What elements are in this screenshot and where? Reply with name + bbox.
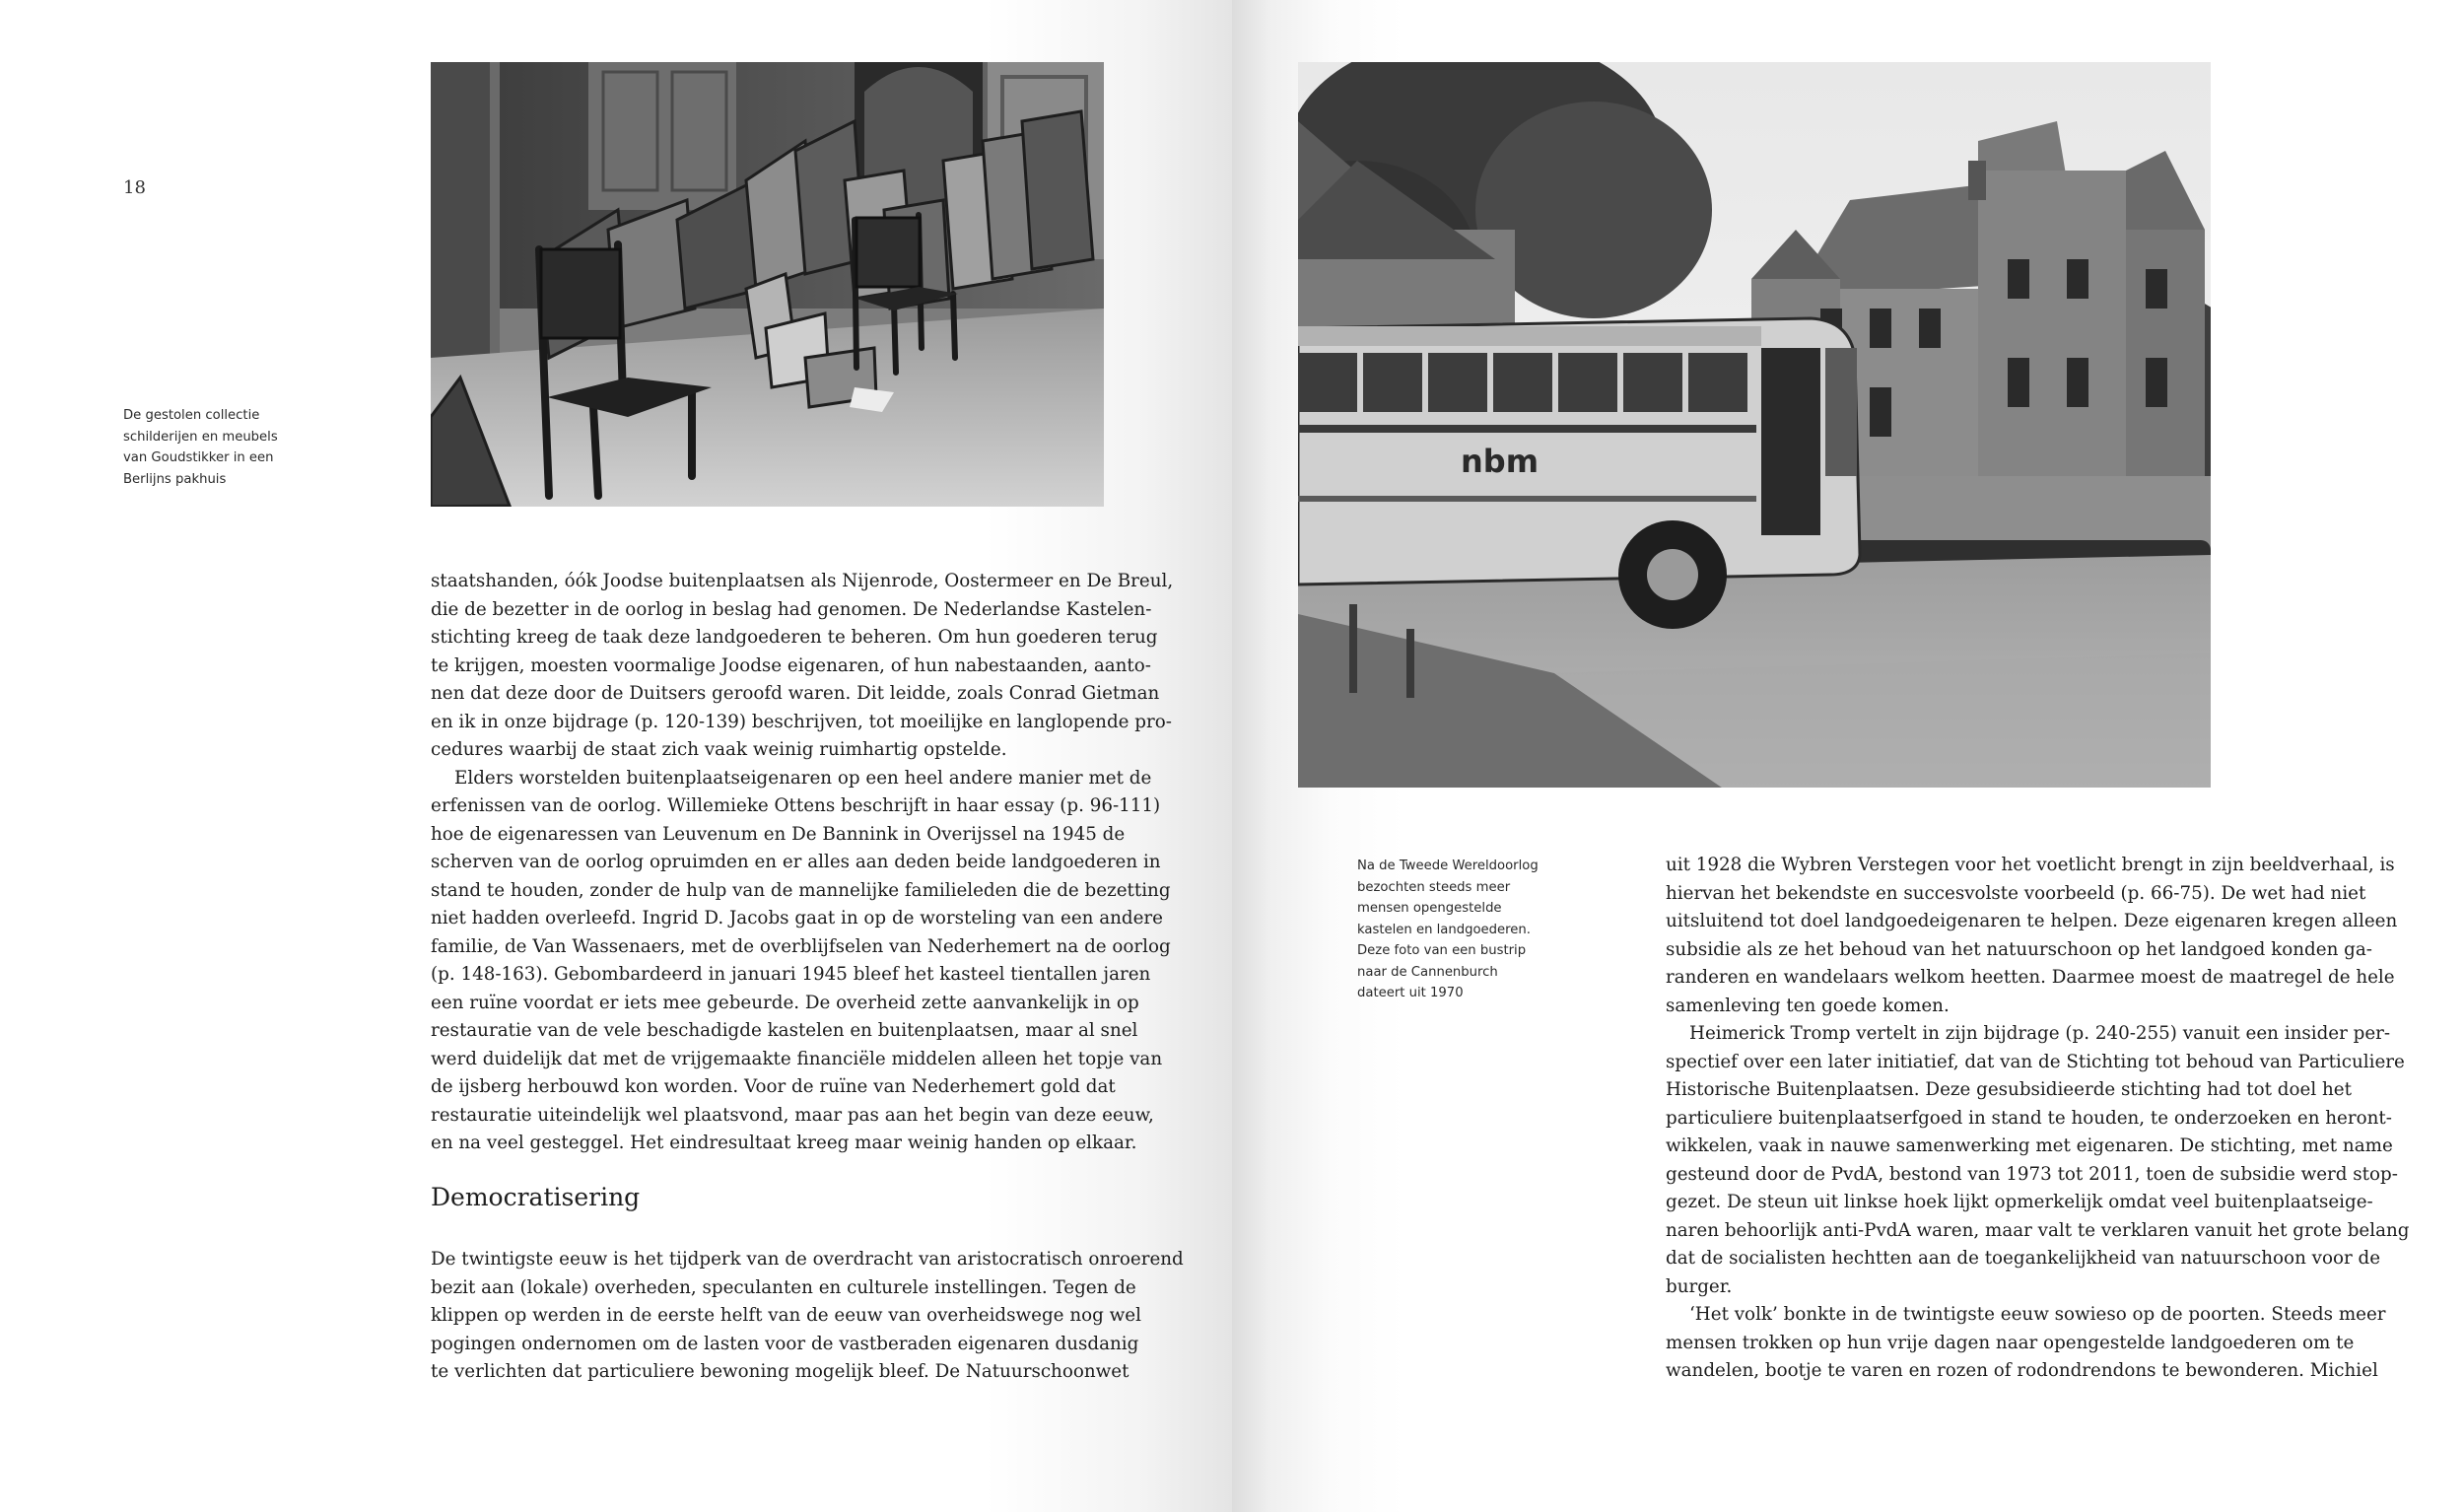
text-line: de ijsberg herbouwd kon worden. Voor de ruïne van Nederhemert gold dat xyxy=(431,1076,1116,1097)
text-line: en na veel gesteggel. Het eindresultaat kreeg maar weinig handen op elkaar. xyxy=(431,1133,1137,1153)
text-line: bezit aan (lokale) overheden, speculanten en culturele instellingen. Tegen de xyxy=(431,1276,1136,1298)
text-line: gezet. De steun uit linkse hoek lijkt opmerkelijk omdat veel buitenplaatseige- xyxy=(1666,1192,2373,1212)
text-line: scherven van de oorlog opruimden en er alles aan deden beide landgoederen in xyxy=(431,852,1161,872)
caption-line: kastelen en landgoederen. xyxy=(1357,922,1531,937)
text-line: pogingen ondernomen om de lasten voor de vastberaden eigenaren dusdanig xyxy=(431,1333,1139,1354)
text-line: mensen trokken op hun vrije dagen naar opengestelde landgoederen om te xyxy=(1666,1332,2355,1353)
text-line: randeren en wandelaars welkom heetten. Daarmee moest de maatregel de hele xyxy=(1666,967,2395,988)
text-line: wandelen, bootje te varen en rozen of rodondrendons te bewonderen. Michiel xyxy=(1666,1360,2378,1381)
text-line: te verlichten dat particuliere bewoning mogelijk bleef. De Natuurschoonwet xyxy=(431,1361,1129,1382)
text-line: dat de socialisten hechtten aan de toegankelijkheid van natuurschoon voor de xyxy=(1666,1248,2381,1269)
warehouse-photo-graphic xyxy=(431,62,1104,507)
caption-line: De gestolen collectie xyxy=(123,408,260,423)
caption-line: mensen opengestelde xyxy=(1357,901,1502,916)
page-number: 18 xyxy=(123,177,146,198)
text-line: wikkelen, vaak in nauwe samenwerking met eigenaren. De stichting, met name xyxy=(1666,1135,2393,1156)
section-heading: Democratisering xyxy=(431,1183,641,1211)
body-text-left-2 xyxy=(431,1246,1184,1387)
text-line: uitsluitend tot doel landgoedeigenaren te helpen. Deze eigenaren kregen alleen xyxy=(1666,911,2398,931)
text-line: een ruïne voordat er iets mee gebeurde. De overheid zette aanvankelijk in op xyxy=(431,992,1139,1013)
photo-caption-left xyxy=(123,405,310,490)
text-line: gesteund door de PvdA, bestond van 1973 tot 2011, toen de subsidie werd stop- xyxy=(1666,1163,2398,1185)
text-line: burger. xyxy=(1666,1275,1733,1297)
text-line: De twintigste eeuw is het tijdperk van de overdracht van aristocratisch onroerend xyxy=(431,1249,1184,1270)
text-line: Heimerick Tromp vertelt in zijn bijdrage (p. 240-255) vanuit een insider per- xyxy=(1689,1023,2391,1044)
text-line: hoe de eigenaressen van Leuvenum en De Bannink in Overijssel na 1945 de xyxy=(431,823,1126,845)
text-line: restauratie van de vele beschadigde kastelen en buitenplaatsen, maar al snel xyxy=(431,1020,1138,1041)
text-line: Historische Buitenplaatsen. Deze gesubsidieerde stichting had tot doel het xyxy=(1666,1079,2352,1100)
caption-line: Berlijns pakhuis xyxy=(123,471,227,487)
bus-logo: nbm xyxy=(1461,443,1540,480)
body-text-right xyxy=(1666,852,2410,1386)
caption-line: van Goudstikker in een xyxy=(123,450,274,465)
text-line: die de bezetter in de oorlog in beslag had genomen. De Nederlandse Kastelen- xyxy=(431,598,1152,620)
photo-caption-right xyxy=(1357,856,1544,1004)
caption-line: dateert uit 1970 xyxy=(1357,986,1464,1000)
text-line: klippen op werden in de eerste helft van de eeuw van overheidswege nog wel xyxy=(431,1305,1141,1326)
text-line: cedures waarbij de staat zich vaak weinig ruimhartig opstelde. xyxy=(431,739,1007,760)
text-line: (p. 148-163). Gebombardeerd in januari 1945 bleef het kasteel tientallen jaren xyxy=(431,964,1151,985)
caption-line: naar de Cannenburch xyxy=(1357,964,1498,980)
text-line: subsidie als ze het behoud van het natuurschoon op het landgoed konden ga- xyxy=(1666,938,2372,960)
text-line: familie, de Van Wassenaers, met de overblijfselen van Nederhemert na de oorlog xyxy=(431,935,1171,957)
text-line: ‘Het volk’ bonkte in de twintigste eeuw sowieso op de poorten. Steeds meer xyxy=(1689,1304,2386,1325)
text-line: samenleving ten goede komen. xyxy=(1666,995,1950,1016)
text-line: stand te houden, zonder de hulp van de mannelijke familieleden die de bezetting xyxy=(431,879,1171,901)
text-line: Elders worstelden buitenplaatseigenaren op een heel andere manier met de xyxy=(454,767,1152,789)
castle-bus-photo-graphic xyxy=(1298,62,2211,788)
warehouse-photo xyxy=(431,62,1104,507)
text-line: te krijgen, moesten voormalige Joodse eigenaren, of hun nabestaanden, aanto- xyxy=(431,654,1151,676)
castle-bus-photo xyxy=(1298,62,2211,788)
caption-line: bezochten steeds meer xyxy=(1357,879,1511,895)
text-line: uit 1928 die Wybren Verstegen voor het voetlicht brengt in zijn beeldverhaal, is xyxy=(1666,855,2395,875)
text-line: en ik in onze bijdrage (p. 120-139) beschrijven, tot moeilijke en langlopende pro- xyxy=(431,711,1172,732)
text-line: naren behoorlijk anti-PvdA waren, maar valt te verklaren vanuit het grote belang xyxy=(1666,1219,2410,1241)
text-line: spectief over een later initiatief, dat van de Stichting tot behoud van Particuliere xyxy=(1666,1051,2405,1072)
text-line: hiervan het bekendste en succesvolste voorbeeld (p. 66-75). De wet had niet xyxy=(1666,882,2366,904)
text-line: erfenissen van de oorlog. Willemieke Ottens beschrijft in haar essay (p. 96-111) xyxy=(431,795,1161,816)
text-line: stichting kreeg de taak deze landgoederen te beheren. Om hun goederen terug xyxy=(431,627,1158,648)
caption-line: Na de Tweede Wereldoorlog xyxy=(1357,859,1539,873)
text-line: staatshanden, óók Joodse buitenplaatsen als Nijenrode, Oostermeer en De Breul, xyxy=(431,571,1174,591)
text-line: restauratie uiteindelijk wel plaatsvond, maar pas aan het begin van deze eeuw, xyxy=(431,1104,1154,1126)
caption-line: schilderijen en meubels xyxy=(123,429,278,445)
text-line: particuliere buitenplaatserfgoed in stand te houden, te onderzoeken en heront- xyxy=(1666,1107,2392,1129)
body-text-left-1 xyxy=(431,568,1174,1158)
text-line: nen dat deze door de Duitsers geroofd waren. Dit leidde, zoals Conrad Gietman xyxy=(431,683,1160,704)
text-line: niet hadden overleefd. Ingrid D. Jacobs gaat in op de worsteling van een andere xyxy=(431,908,1163,928)
text-line: werd duidelijk dat met de vrijgemaakte financiële middelen alleen het topje van xyxy=(431,1048,1163,1069)
caption-line: Deze foto van een bustrip xyxy=(1357,943,1527,958)
